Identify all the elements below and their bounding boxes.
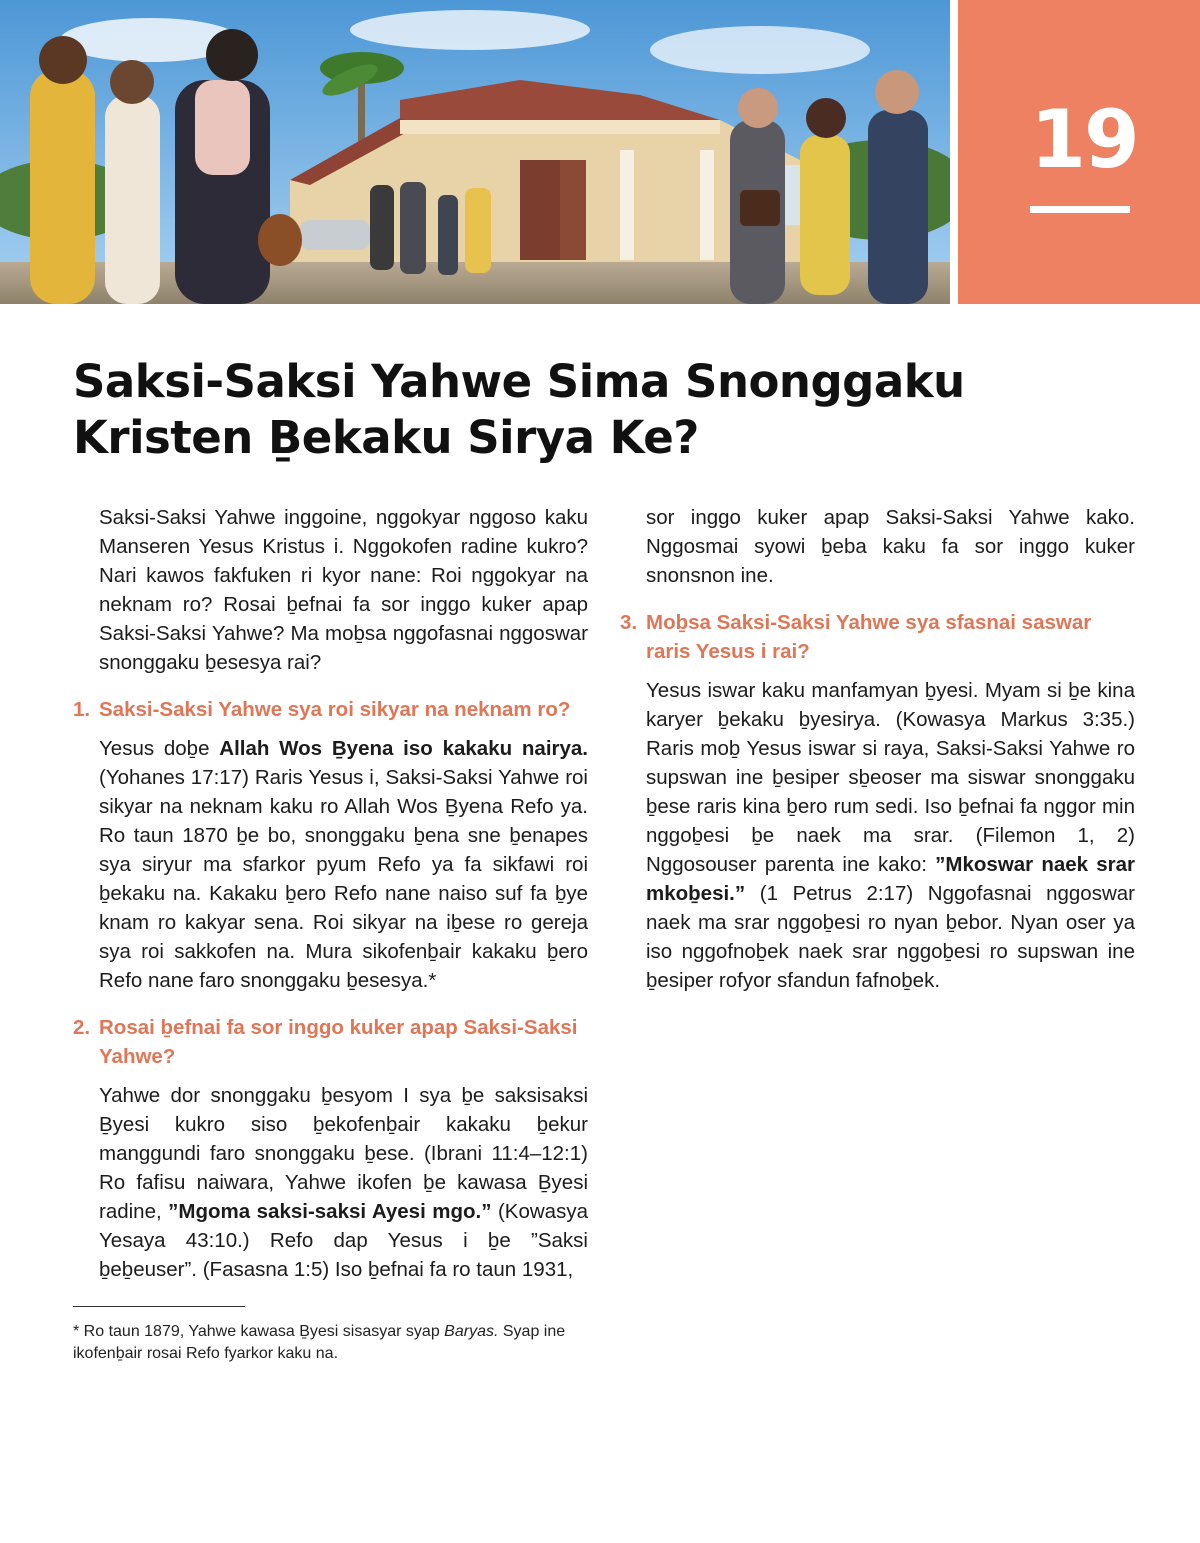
page-title-line-1: Saksi-Saksi Yahwe Sima Snonggaku (73, 355, 965, 408)
answer-3-text-a: Yesus iswar kaku manfamyan ḇyesi. Myam si ḇe kina karyer ḇekaku ḇyesirya. (Kowasya Markus 3:35.) Raris moḇ Yesus iswar si raya, Saksi-Saksi Yahwe ro supswan ine ḇesiper sḇeoser ma siswar snonggaku ḇese raris kina ḇero rum sedi. Iso ḇefnai fa nggor min nggoḇesi ḇe naek ma srar. (Filemon 1, 2) Nggosouser parenta ine kako: (646, 679, 1135, 876)
answer-1-text-a: Yesus doḇe (99, 737, 220, 760)
answer-3-text-b: (1 Petrus 2:17) Nggofasnai nggoswar naek ma srar nggoḇesi ro nyan ḇebor. Nyan oser ya iso nggofnoḇek naek srar nggoḇesi ro supswan ine ḇesiper rofyor sfandun fafnoḇek. (646, 882, 1135, 992)
answer-1-paragraph (73, 734, 588, 995)
question-2-heading (73, 1013, 588, 1071)
right-column (620, 503, 1135, 995)
footnote-text-a: * Ro taun 1879, Yahwe kawasa Ḇyesi sisasyar syap (73, 1323, 445, 1340)
question-1-text: Saksi-Saksi Yahwe sya roi sikyar na neknam ro? (99, 698, 571, 721)
lesson-number-underline (1030, 206, 1130, 213)
answer-2-continuation: sor inggo kuker apap Saksi-Saksi Yahwe kako. Nggosmai syowi ḇeba kaku fa sor inggo kuker snonsnon ine. (646, 506, 1135, 587)
footnote (73, 1321, 633, 1365)
question-3-text: Moḇsa Saksi-Saksi Yahwe sya sfasnai saswar raris Yesus i rai? (646, 611, 1092, 663)
lesson-number: 19 (1030, 93, 1138, 186)
page-title-line-2: Kristen Ḇekaku Sirya Ke? (73, 411, 699, 464)
question-1-heading (73, 695, 588, 724)
question-2-number: 2. (73, 1016, 91, 1039)
question-3-heading (620, 608, 1135, 666)
footnote-text-b: Syap ine ikofenḇair rosai Refo fyarkor kaku na. (73, 1323, 566, 1362)
page-title (73, 354, 1123, 466)
footnote-book-title: Baryas. (444, 1323, 499, 1340)
answer-3-emphasis: ”Mkoswar naek srar mkoḇesi.” (646, 853, 1136, 905)
answer-1-emphasis: Allah Wos Ḇyena iso kakaku nairya. (219, 737, 588, 760)
question-2-text: Rosai ḇefnai fa sor inggo kuker apap Saksi-Saksi Yahwe? (99, 1016, 578, 1068)
lesson-number-box (958, 0, 1200, 304)
answer-1-text-b: (Yohanes 17:17) Raris Yesus i, Saksi-Saksi Yahwe roi sikyar na neknam kaku ro Allah Wos Ḇyena Refo ya. Ro taun 1870 ḇe bo, snonggaku ḇena sne ḇenapes sya siryur ma sfarkor pyum Refo ya fa sikfawi roi ḇekaku na. Kakaku ḇero Refo nane naiso suf fa ḇye knam ro kakyar sena. Roi sikyar na iḇese ro gereja sya roi sakkofen na. Mura sikofenḇair kakaku ḇero Refo nane faro snonggaku ḇesesya.* (99, 766, 588, 992)
question-1-number: 1. (73, 698, 91, 721)
question-3-number: 3. (620, 611, 638, 634)
footnote-divider (73, 1306, 245, 1307)
header-photo (0, 0, 950, 304)
answer-3-paragraph (620, 676, 1135, 995)
intro-paragraph: Saksi-Saksi Yahwe inggoine, nggokyar nggoso kaku Manseren Yesus Kristus i. Nggokofen radine kukro? Nari kawos fakfuken ri kyor nane: Roi nggokyar na neknam ro? Rosai ḇefnai fa sor inggo kuker apap Saksi-Saksi Yahwe? Ma moḇsa nggofasnai nggoswar snonggaku ḇesesya rai? (99, 506, 588, 674)
answer-2-paragraph: Yahwe dor snonggaku ḇesyom I sya ḇe saksisaksi Ḇyesi kukro siso ḇekofenḇair kakaku ḇekur manggundi faro snonggaku ḇese. (Ibrani 11:4–12:1) Ro fafisu naiwara, Yahwe ikofen ḇe kawasa Ḇyesi radine, ”Mgoma saksi-saksi Ayesi mgo.” (Kowasya Yesaya 43:10.) Refo dap Yesus i ḇe ”Saksi ḇeḇeuser”. (Fasasna 1:5) Iso ḇefnai fa ro taun 1931, (99, 1084, 589, 1281)
left-column (73, 503, 588, 1284)
